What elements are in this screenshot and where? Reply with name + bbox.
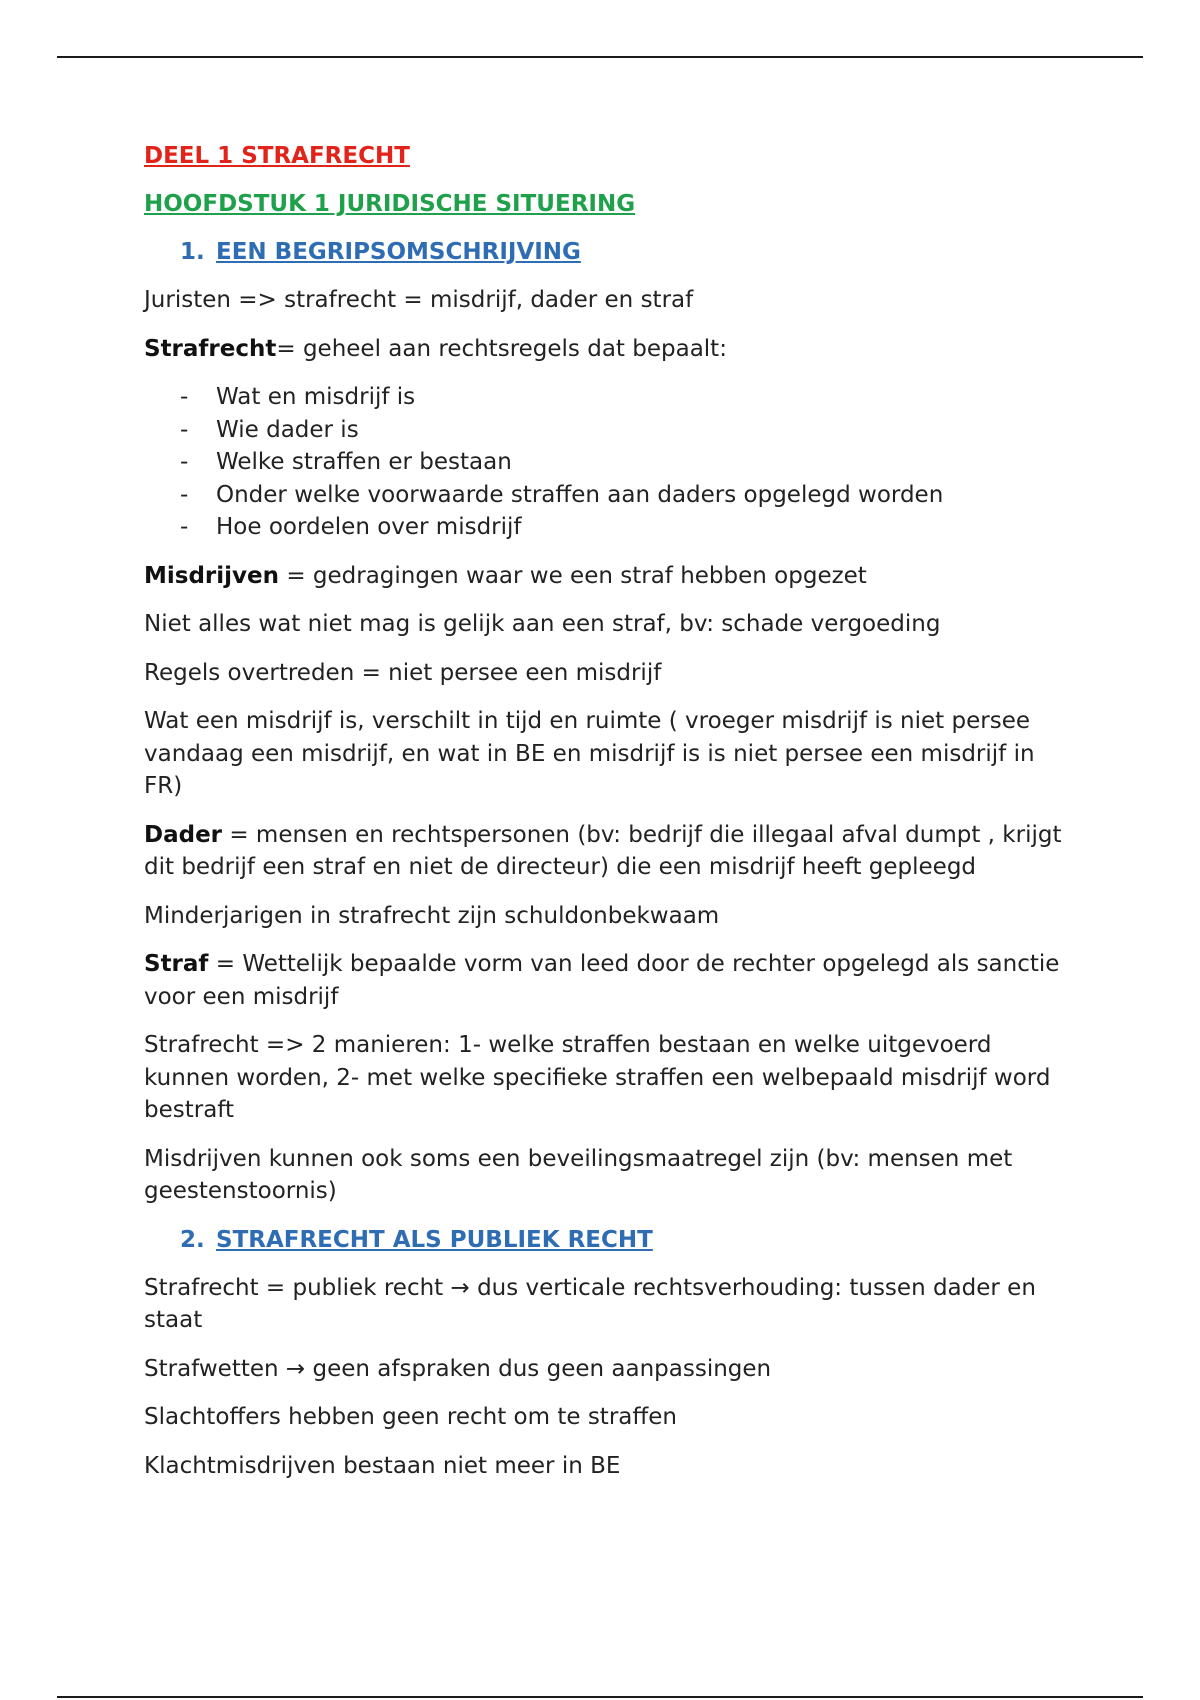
definition-text: = Wettelijk bepaalde vorm van leed door de rechter opgelegd als sanctie voor een misdrijf [144,951,1060,1010]
section-number: 2. [180,1226,205,1253]
section-title: STRAFRECHT ALS PUBLIEK RECHT [216,1226,653,1253]
section-heading-2 [180,1224,1064,1256]
definition-misdrijven [144,560,1064,593]
section-number: 1. [180,239,205,265]
definition-text: = mensen en rechtspersonen (bv: bedrijf die illegaal afval dumpt , krijgt dit bedrijf een straf en niet de directeur) die een misdrijf heeft gepleegd [144,821,1062,880]
chapter-title: HOOFDSTUK 1 JURIDISCHE SITUERING [144,191,636,217]
list-item [180,479,1064,512]
paragraph-klachtmisdrijven: Klachtmisdrijven bestaan niet meer in BE [144,1452,621,1479]
dash-bullet: - [180,514,189,540]
list-item-text: Hoe oordelen over misdrijf [216,514,522,540]
list-item [180,446,1064,479]
header-rule [57,56,1143,58]
dash-bullet: - [180,481,189,508]
term-misdrijven: Misdrijven [144,562,280,589]
paragraph-strafrecht-manieren: Strafrecht => 2 manieren: 1- welke straffen bestaan en welke uitgevoerd kunnen worden, 2- met welke specifieke straffen een welbepaald misdrijf word bestraft [144,1032,1051,1123]
definition-text: = geheel aan rechtsregels dat bepaalt: [276,335,727,362]
dash-bullet: - [180,384,189,410]
definition-strafrecht [144,333,1064,366]
paragraph-regels: Regels overtreden = niet persee een misdrijf [144,659,662,686]
definition-dader [144,819,1064,884]
list-item [180,381,1064,414]
paragraph-beveiliging: Misdrijven kunnen ook soms een beveilingsmaatregel zijn (bv: mensen met geestenstoornis) [144,1145,1013,1204]
paragraph-minderjarigen: Minderjarigen in strafrecht zijn schuldonbekwaam [144,902,720,929]
dash-bullet: - [180,449,189,475]
list-item-text: Wat en misdrijf is [216,384,416,410]
term-straf: Straf [144,951,209,977]
section-heading-1 [180,236,1064,268]
list-item [180,414,1064,447]
footer-rule [57,1696,1143,1698]
term-dader: Dader [144,821,223,848]
paragraph-juristen: Juristen => strafrecht = misdrijf, dader en straf [144,287,694,313]
section-title: EEN BEGRIPSOMSCHRIJVING [216,239,581,265]
list-item-text: Welke straffen er bestaan [216,449,512,475]
definition-straf [144,948,1064,1013]
paragraph-niet-alles: Niet alles wat niet mag is gelijk aan een straf, bv: schade vergoeding [144,611,941,637]
definition-text: = gedragingen waar we een straf hebben opgezet [279,562,867,589]
paragraph-publiek-recht: Strafrecht = publiek recht → dus verticale rechtsverhouding: tussen dader en staat [144,1274,1036,1333]
paragraph-slachtoffers: Slachtoffers hebben geen recht om te straffen [144,1404,677,1430]
document-body [144,140,1064,1498]
list-item-text: Onder welke voorwaarde straffen aan daders opgelegd worden [216,481,944,508]
dash-bullet: - [180,416,189,443]
term-strafrecht: Strafrecht [144,335,277,362]
list-item [180,511,1064,544]
part-title: DEEL 1 STRAFRECHT [144,143,410,169]
bullet-list [144,381,1064,544]
list-item-text: Wie dader is [216,416,359,443]
paragraph-wat-een-misdrijf: Wat een misdrijf is, verschilt in tijd en ruimte ( vroeger misdrijf is niet persee vandaag een misdrijf, en wat in BE en misdrijf is is niet persee een misdrijf in FR) [144,708,1035,799]
paragraph-strafwetten: Strafwetten → geen afspraken dus geen aanpassingen [144,1355,772,1382]
